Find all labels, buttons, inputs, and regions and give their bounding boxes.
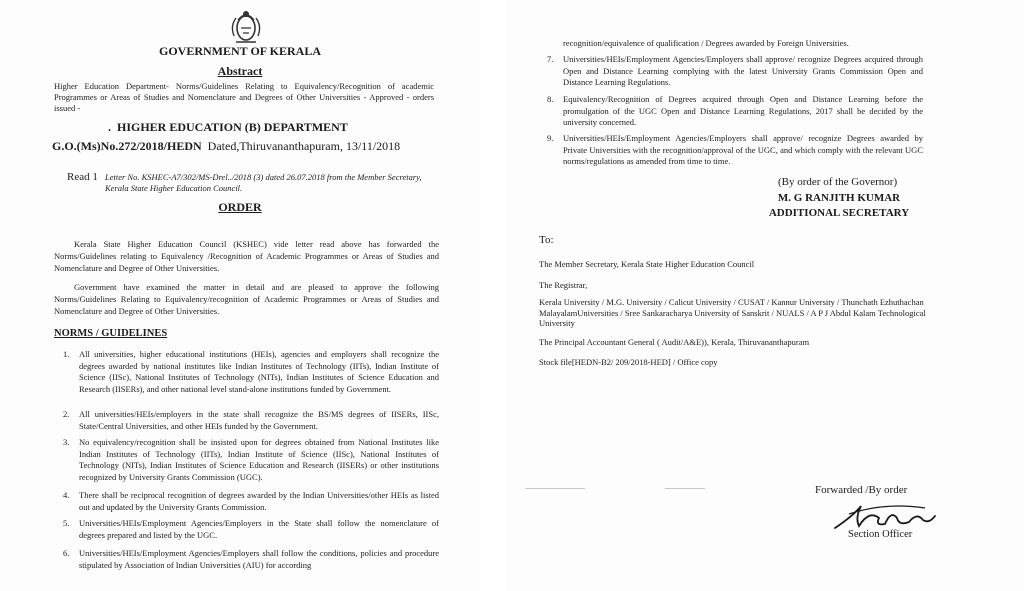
to-label: To: <box>539 234 554 246</box>
item-number: 5. <box>63 518 70 528</box>
page-gutter <box>480 0 505 591</box>
read-label: Read 1 <box>67 171 98 183</box>
scan-mark <box>525 488 585 489</box>
item-text: Universities/HEIs/Employment Agencies/Employers shall follow the conditions, policies and procedure stipulated by Association of Indian Universities (AIU) for according <box>79 548 439 570</box>
forwarded-line: Forwarded /By order <box>815 484 908 496</box>
list-item <box>63 437 439 483</box>
list-item <box>547 133 923 168</box>
paragraph-1: Kerala State Higher Education Council (KSHEC) vide letter read above has forwarded the Norms/Guidelines relating to Equivalency /Recognition of Academic Programmes or Areas of Studies and Nomenclature and Degree of Other Universities. <box>54 239 439 273</box>
addressee-universities: Kerala University / M.G. University / Calicut University / CUSAT / Kannur University / Thunchath Ezhuthachan MalayalamUniversities / Sree Sankaracharya University of Sanskrit / NUALS / A P J Abdul Kalam Technological University <box>539 297 926 328</box>
norms-heading: NORMS / GUIDELINES <box>54 328 168 339</box>
list-item <box>63 349 439 395</box>
signatory-title: ADDITIONAL SECRETARY <box>768 207 910 219</box>
addressee-member-secretary: The Member Secretary, Kerala State Higher Education Council <box>539 259 755 269</box>
list-item <box>63 409 439 432</box>
by-order-line: (By order of the Governor) <box>778 176 898 188</box>
item-text: All universities/HEIs/employers in the state shall recognize the BS/MS degrees of IISERs, IISc, State/Central Universities, and other HEIs funded by the Government. <box>79 409 439 431</box>
signatory-name: M. G RANJITH KUMAR <box>777 192 901 204</box>
item-text: No equivalency/recognition shall be insisted upon for degrees obtained from National Institutes like Indian Institutes of Technology (IITs), Indian Institute of Science (IISc), National Institutes of Technology (NITs), Indian Institutes of Science Education and Research (IISERs) or other institutions recognized by University Grants Commission (UGC). <box>79 437 439 482</box>
addressee-accountant-general: The Principal Accountant General ( Audit/A&E)), Kerala, Thiruvananthapuram <box>539 337 810 347</box>
kerala-emblem-icon <box>226 6 266 46</box>
government-title: GOVERNMENT OF KERALA <box>158 44 321 58</box>
item-text: All universities, higher educational institutions (HEIs), agencies and employers shall recognize the degrees awarded by national institutes like Indian Institutes of Technology (IITs), Indian Institute of Science (IISc), National Institutes of Technology (NITs), Indian Institutes of Science Education and Research (IISERs), and other national level stand-alone institutions funded by Government. <box>79 349 439 394</box>
signatory-block <box>754 191 924 221</box>
item-number: 4. <box>63 490 70 500</box>
scan-mark <box>665 488 705 489</box>
right-page <box>505 0 1024 591</box>
order-heading: ORDER <box>218 200 262 214</box>
list-item <box>63 548 439 571</box>
item-text: There shall be reciprocal recognition of degrees awarded by the Indian Universities/other HEIs as listed out and updated by the University Grants Commission. <box>79 490 439 512</box>
left-page <box>0 0 480 591</box>
section-officer: Section Officer <box>848 529 913 540</box>
list-item <box>63 518 439 541</box>
item-text: Equivalency/Recognition of Degrees acquired through Open and Distance Learning before the promulgation of the UGC Open and Distance Learning Regulations, 2017 shall be decided by the university concerned. <box>563 94 923 127</box>
go-number: G.O.(Ms)No.272/2018/HEDN <box>52 139 202 153</box>
abstract-text: Higher Education Department- Norms/Guidelines Relating to Equivalency/Recognition of academic Programmes or Areas of Studies and Nomenclature and Degrees of Other Universities - Approved - orders issued - <box>54 81 434 113</box>
item-number: 8. <box>547 94 554 104</box>
item-text: Universities/HEIs/Employment Agencies/Employers shall approve/ recognize Degrees acquired through Open and Distance Learning complying with the latest University Grants Commission Open and Distance Learning Regulations. <box>563 54 923 87</box>
department-name: HIGHER EDUCATION (B) DEPARTMENT <box>117 120 348 134</box>
item-number: 6. <box>63 548 70 558</box>
read-text: Letter No. KSHEC-A7/302/MS-Drel../2018 (3) dated 26.07.2018 from the Member Secretary, Kerala State Higher Education Council. <box>105 172 422 193</box>
item-number: 1. <box>63 349 70 359</box>
abstract-heading: Abstract <box>217 64 263 78</box>
go-line <box>52 139 400 154</box>
paragraph-2: Government have examined the matter in detail and are pleased to approve the following Norms/Guidelines Relating to Equivalency/recognition of Academic Programmes or Areas of Studies and Nomenclature and Degree of Other Universities. <box>54 282 439 316</box>
list-item <box>63 490 439 513</box>
item-text: Universities/HEIs/Employment Agencies/Employers in the State shall follow the nomenclature of degrees prepared and listed by the UGC. <box>79 518 439 540</box>
stock-file: Stock file[HEDN-B2/ 209/2018-HED] / Office copy <box>539 357 718 367</box>
list-item <box>547 94 923 129</box>
item-text: Universities/HEIs/Employment Agencies/Employers shall approve/ recognize Degrees awarded by Private Universities with the recognition/approval of the UGC, and which comply with the relevant UGC norms/regulations as amended from time to time. <box>563 133 923 166</box>
addressee-registrar: The Registrar, <box>539 280 588 290</box>
department-heading: . HIGHER EDUCATION (B) DEPARTMENT <box>108 120 348 134</box>
item-number: 2. <box>63 409 70 419</box>
item-number: 7. <box>547 54 554 64</box>
go-date: Dated,Thiruvananthapuram, 13/11/2018 <box>207 139 401 153</box>
list-item <box>547 54 923 89</box>
item-number: 3. <box>63 437 70 447</box>
continuation-text: recognition/equivalence of qualification / Degrees awarded by Foreign Universities. <box>563 38 849 48</box>
item-number: 9. <box>547 133 554 143</box>
